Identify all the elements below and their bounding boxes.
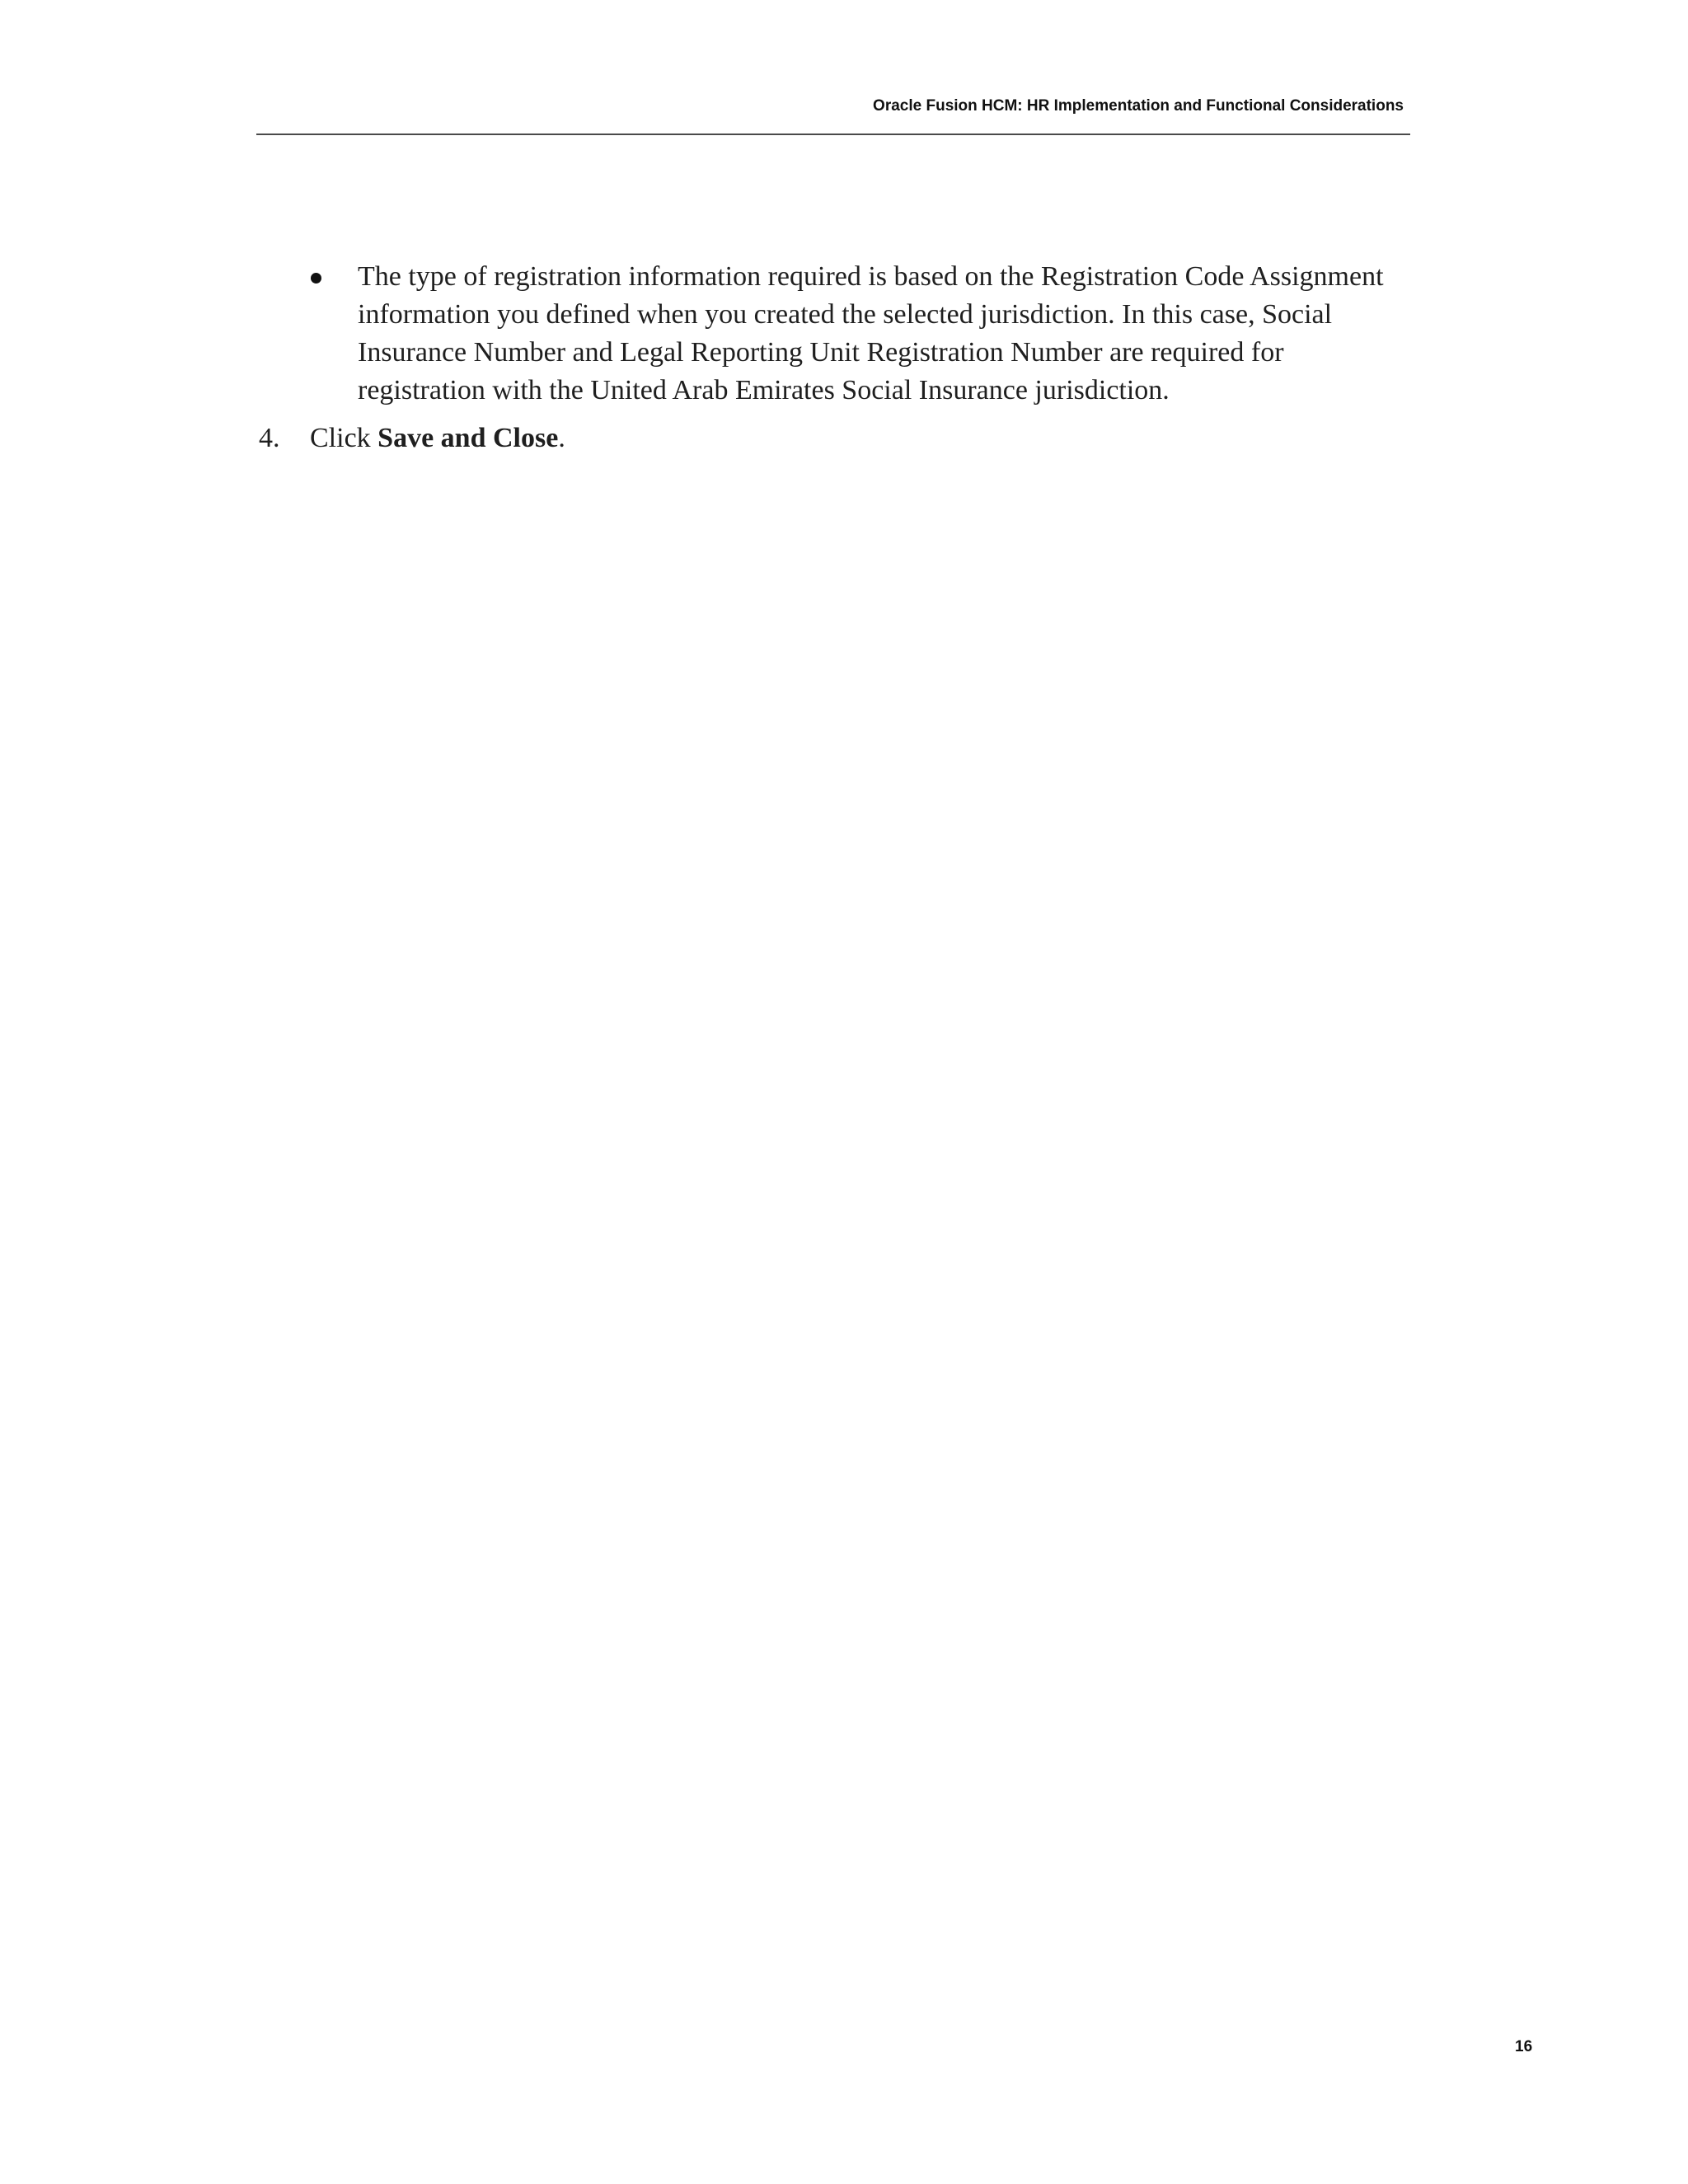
bullet-text-line: The type of registration information required is based on the Registration Code Assignment [358,261,1384,292]
step-number: 4. [259,423,280,453]
bullet-icon [311,273,321,284]
document-title: Oracle Fusion HCM: HR Implementation and Functional Considerations [873,97,1404,115]
numbered-step [256,419,1410,457]
page-number: 16 [1515,2038,1533,2055]
bullet-list-item [256,258,1421,410]
step-text-suffix: . [558,423,565,453]
bullet-text-line: information you defined when you created the selected jurisdiction. In this case, Social [358,299,1333,330]
bullet-text-line: registration with the United Arab Emirates Social Insurance jurisdiction. [358,375,1170,405]
bullet-text-line: Insurance Number and Legal Reporting Unit Registration Number are required for [358,337,1284,368]
step-action-label: Save and Close [377,423,559,453]
step-text-prefix: Click [310,423,378,453]
document-body [256,258,1410,457]
running-header [256,82,1410,135]
